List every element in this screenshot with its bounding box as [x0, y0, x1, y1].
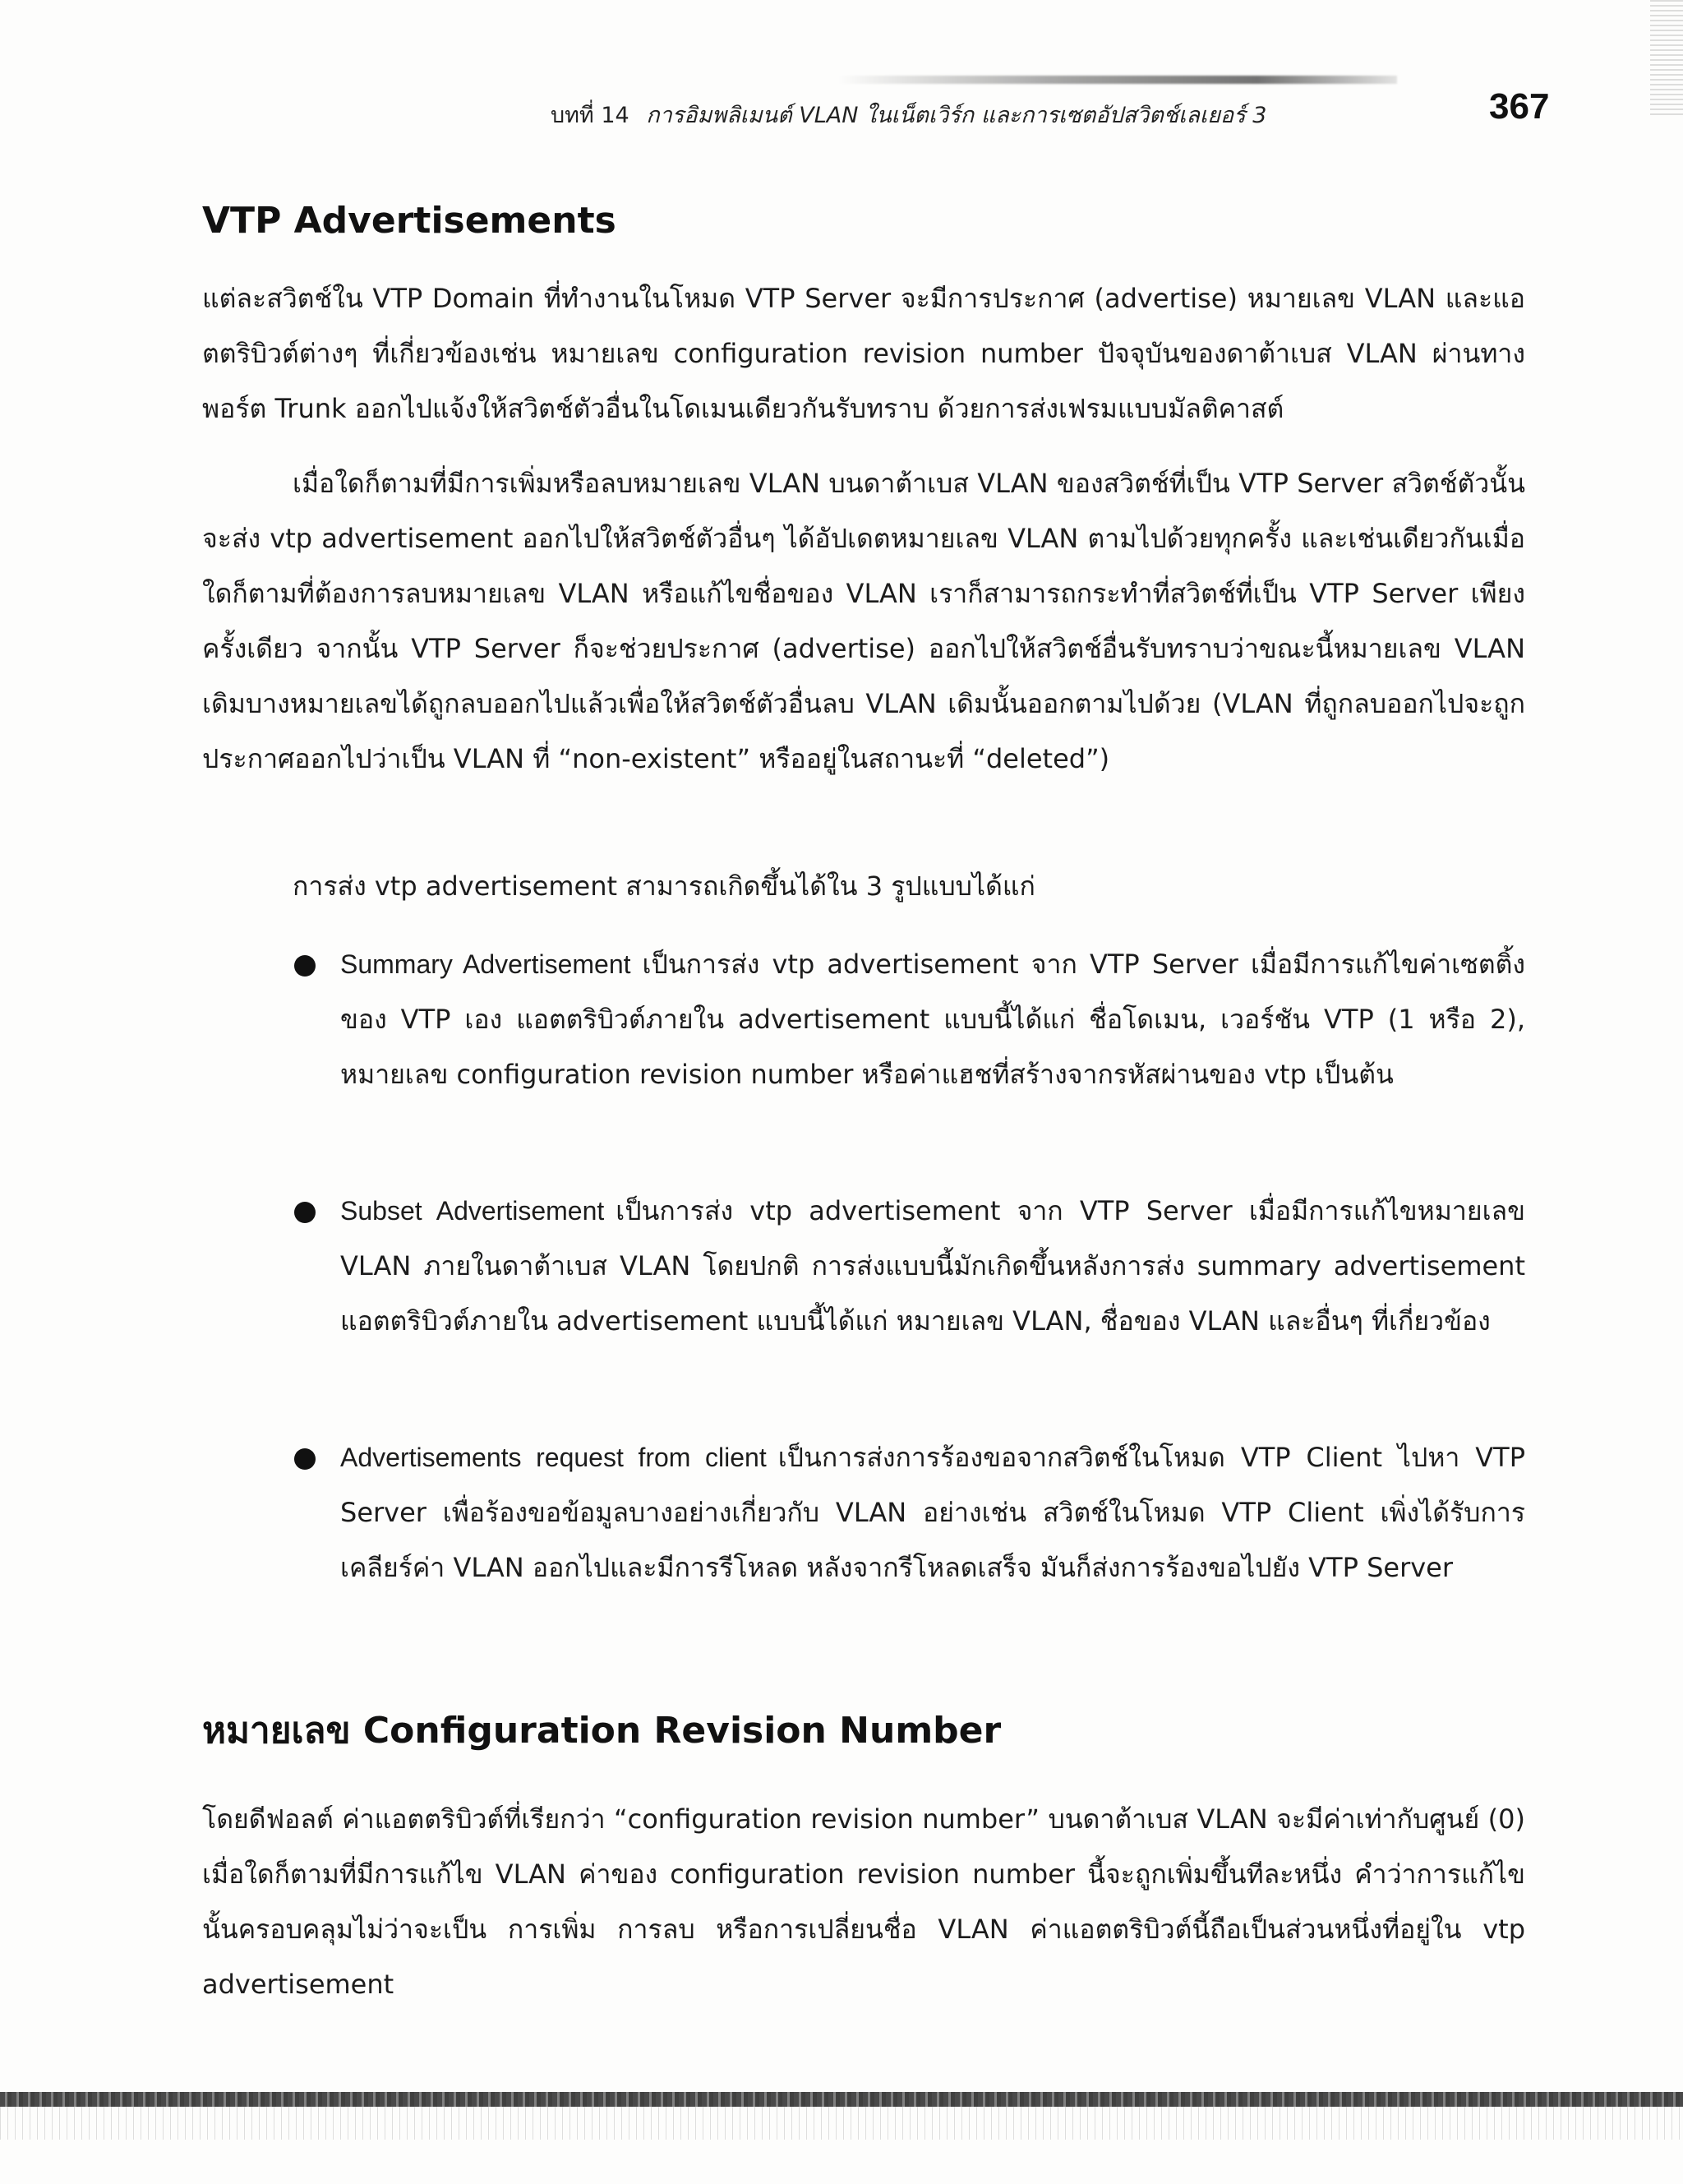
scan-artifact-right [1650, 0, 1683, 115]
paragraph-config-revision: โดยดีฟอลต์ ค่าแอตตริบิวต์ที่เรียกว่า “configuration revision number” บนดาต้าเบส VLAN จะมีค่าเท่ากับศูนย์ (0) เมื่อใดก็ตามที่มีการแก้ไข VLAN ค่าของ configuration revision number นี้จะถูกเพิ่มขึ้นทีละหนึ่ง คำว่าการแก้ไขนั้นครอบคลุมไม่ว่าจะเป็น การเพิ่ม การลบ หรือการเปลี่ยนชื่อ VLAN ค่าแอตตริบิวต์นี้ถือเป็นส่วนหนึ่งที่อยู่ใน vtp advertisement [202, 1803, 1525, 2000]
page-number: 367 [1489, 86, 1550, 127]
running-header [551, 97, 1266, 132]
bullet-term: Subset Advertisement [340, 1196, 605, 1226]
scan-artifact-speckle [0, 2107, 1683, 2140]
section-heading-config-revision: หมายเลข Configuration Revision Number [202, 1710, 1002, 1752]
header-title: การอิมพลิเมนต์ VLAN ในเน็ตเวิร์ก และการเซตอัปสวิตช์เลเยอร์ 3 [646, 103, 1267, 128]
bullet-icon [294, 955, 316, 977]
bullet-list-2 [293, 1184, 1525, 1349]
list-item [293, 937, 1525, 1102]
header-chapter: บทที่ 14 [551, 103, 629, 128]
list-item [293, 1184, 1525, 1349]
paragraph-update: เมื่อใดก็ตามที่มีการเพิ่มหรือลบหมายเลข VLAN บนดาต้าเบส VLAN ของสวิตช์ที่เป็น VTP Server สวิตช์ตัวนั้นจะส่ง vtp advertisement ออกไปให้สวิตช์ตัวอื่นๆ ได้อัปเดตหมายเลข VLAN ตามไปด้วยทุกครั้ง และเช่นเดียวกันเมื่อใดก็ตามที่ต้องการลบหมายเลข VLAN หรือแก้ไขชื่อของ VLAN เราก็สามารถกระทำที่สวิตช์ที่เป็น VTP Server เพียงครั้งเดียว จากนั้น VTP Server ก็จะช่วยประกาศ (advertise) ออกไปให้สวิตช์อื่นรับทราบว่าขณะนี้หมายเลข VLAN เดิมบางหมายเลขได้ถูกลบออกไปแล้วเพื่อให้สวิตช์ตัวอื่นลบ VLAN เดิมนั้นออกตามไปด้วย (VLAN ที่ถูกลบออกไปจะถูกประกาศออกไปว่าเป็น VLAN ที่ “non-existent” หรืออยู่ในสถานะที่ “deleted”) [202, 468, 1525, 774]
bullet-text: เป็นการส่งการร้องขอจากสวิตช์ในโหมด VTP Client ไปหา VTP Server เพื่อร้องขอข้อมูลบางอย่างเกี่ยวกับ VLAN อย่างเช่น สวิตช์ในโหมด VTP Client เพิ่งได้รับการเคลียร์ค่า VLAN ออกไปและมีการรีโหลด หลังจากรีโหลดเสร็จ มันก็ส่งการร้องขอไปยัง VTP Server [340, 1442, 1526, 1583]
bullet-list-1 [293, 937, 1525, 1102]
bullet-icon [294, 1448, 316, 1470]
section-heading-vtp-advertisements: VTP Advertisements [202, 200, 616, 242]
bullet-text: เป็นการส่ง vtp advertisement จาก VTP Server เมื่อมีการแก้ไขหมายเลข VLAN ภายในดาต้าเบส VLAN โดยปกติ การส่งแบบนี้มักเกิดขึ้นหลังการส่ง summary advertisement แอตตริบิวต์ภายใน advertisement แบบนี้ได้แก่ หมายเลข VLAN, ชื่อของ VLAN และอื่นๆ ที่เกี่ยวข้อง [340, 1195, 1526, 1337]
bullet-term: Summary Advertisement [340, 949, 631, 979]
paragraph-intro: แต่ละสวิตช์ใน VTP Domain ที่ทำงานในโหมด VTP Server จะมีการประกาศ (advertise) หมายเลข VLAN และแอตตริบิวต์ต่างๆ ที่เกี่ยวข้องเช่น หมายเลข configuration revision number ปัจจุบันของดาต้าเบส VLAN ผ่านทางพอร์ต Trunk ออกไปแจ้งให้สวิตช์ตัวอื่นในโดเมนเดียวกันรับทราบ ด้วยการส่งเฟรมแบบมัลติคาสต์ [202, 283, 1525, 424]
bullet-icon [294, 1202, 316, 1223]
scan-artifact-bottom [0, 2092, 1683, 2107]
paragraph-three-forms: การส่ง vtp advertisement สามารถเกิดขึ้นได้ใน 3 รูปแบบได้แก่ [293, 870, 1035, 902]
bullet-term: Advertisements request from client [340, 1443, 767, 1472]
list-item [293, 1430, 1525, 1595]
bullet-text: เป็นการส่ง vtp advertisement จาก VTP Server เมื่อมีการแก้ไขค่าเซตติ้งของ VTP เอง แอตตริบิวต์ภายใน advertisement แบบนี้ได้แก่ ชื่อโดเมน, เวอร์ชัน VTP (1 หรือ 2), หมายเลข configuration revision number หรือค่าแฮชที่สร้างจากรหัสผ่านของ vtp เป็นต้น [340, 949, 1526, 1090]
scan-artifact-top [838, 76, 1397, 84]
bullet-list-3 [293, 1430, 1525, 1595]
